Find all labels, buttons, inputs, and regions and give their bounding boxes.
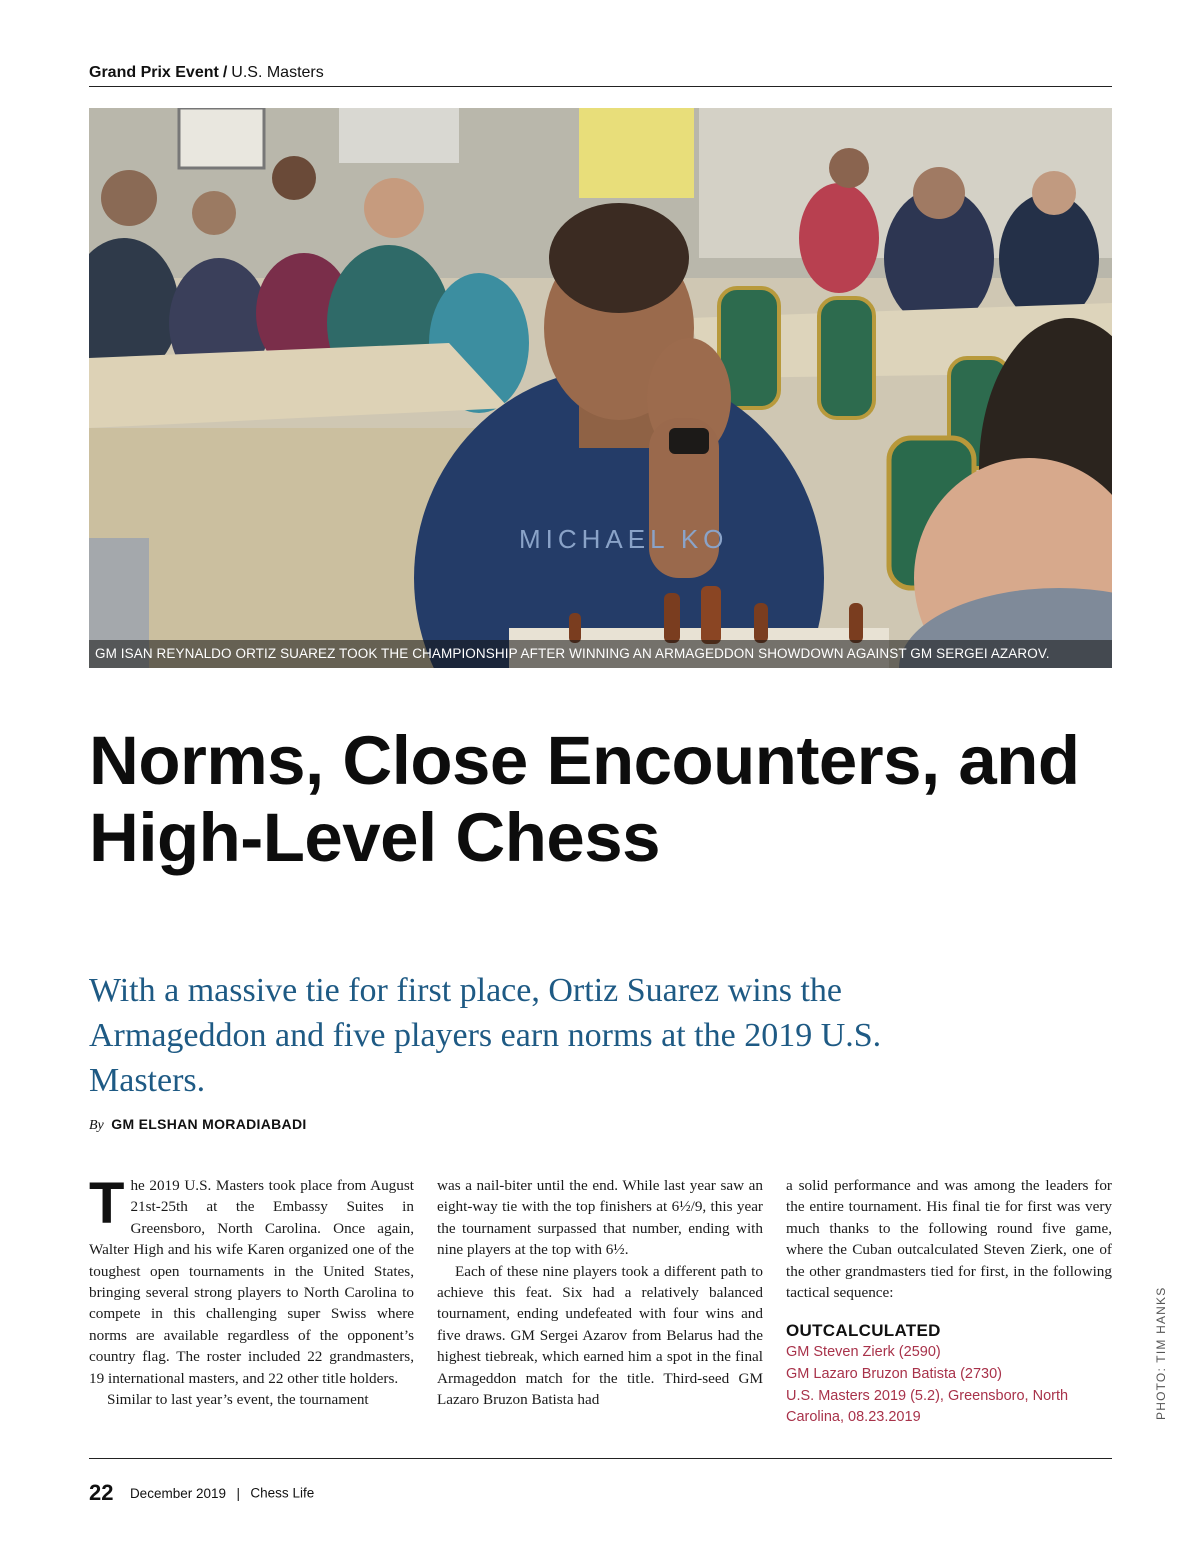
issue-date: December 2019 [129, 1485, 226, 1501]
game-white-player: GM Steven Zierk (2590) [786, 1344, 941, 1361]
footer-separator: | [236, 1485, 240, 1501]
magazine-name: Chess Life [250, 1485, 315, 1501]
game-title: OUTCALCULATED [786, 1321, 941, 1341]
section-separator: / [222, 64, 228, 81]
shirt-logo-text: MICHAEL KO [519, 524, 729, 554]
page-footer [89, 1480, 314, 1506]
photo-caption: GM ISAN REYNALDO ORTIZ SUAREZ TOOK THE CHAMPIONSHIP AFTER WINNING AN ARMAGEDDON SHOWDOWN AGAINST GM SERGEI AZAROV. [89, 640, 1112, 668]
column-1-paragraph-1 [89, 1171, 414, 1389]
section-category: Grand Prix Event [89, 64, 219, 81]
column-1-paragraph-1-text: he 2019 U.S. Masters took place from August 21st-25th at the Embassy Suites in Greensboro, North Carolina. Once again, Walter High and his wife Karen organized one of the toughest open tournaments in the United States, bringing several strong players to North Carolina to compete in this challenging super Swiss where norms are available regardless of the opponent’s country flag. The roster included 22 grandmasters, 19 international masters, and 22 other title holders. [89, 1177, 414, 1387]
column-2-paragraph-2: Each of these nine players took a different path to achieve this feat. Six had a relatively balanced tournament, ending undefeated with four wins and five draws. GM Sergei Azarov from Belarus had the highest tiebreak, which earned him a spot in the final Armageddon match for the title. Third-seed GM Lazaro Bruzon Batista had [437, 1262, 763, 1409]
section-subcategory: U.S. Masters [231, 64, 324, 81]
section-header [89, 64, 1112, 87]
article-subhead: With a massive tie for first place, Ortiz Suarez wins the Armageddon and five players earn norms at the 2019 U.S. Masters. [89, 972, 882, 1099]
article-column-3 [786, 1175, 1112, 1429]
tournament-photo-illustration [89, 108, 1112, 668]
byline [89, 1116, 307, 1134]
column-3-paragraph-1: a solid performance and was among the leaders for the entire tournament. His final tie for first was very much thanks to the following round five game, where the Cuban outcalculated Steven Zierk, one of the other grandmasters tied for first, in the following tactical sequence: [786, 1177, 1112, 1302]
column-1-paragraph-2: Similar to last year’s event, the tournament [107, 1391, 369, 1409]
drop-cap: T [89, 1171, 125, 1236]
article-column-1 [89, 1171, 414, 1410]
game-black-player: GM Lazaro Bruzon Batista (2730) [786, 1366, 1002, 1383]
article-column-2 [437, 1175, 763, 1410]
hero-photo [89, 108, 1112, 668]
photo-credit: PHOTO: TIM HANKS [1154, 1286, 1168, 1420]
page-number: 22 [89, 1480, 114, 1505]
byline-prefix: By [89, 1118, 104, 1133]
byline-author: GM ELSHAN MORADIABADI [111, 1116, 307, 1132]
column-2-paragraph-1: was a nail-biter until the end. While last year saw an eight-way tie with the top finishers at 6½/9, this year the tournament surpassed that number, ending with nine players at the top with 6½. [437, 1177, 763, 1259]
article-headline: Norms, Close Encounters, and High-Level Chess [89, 722, 1080, 876]
game-event: U.S. Masters 2019 (5.2), Greensboro, North Carolina, 08.23.2019 [786, 1387, 1069, 1426]
footer-divider [89, 1458, 1112, 1459]
